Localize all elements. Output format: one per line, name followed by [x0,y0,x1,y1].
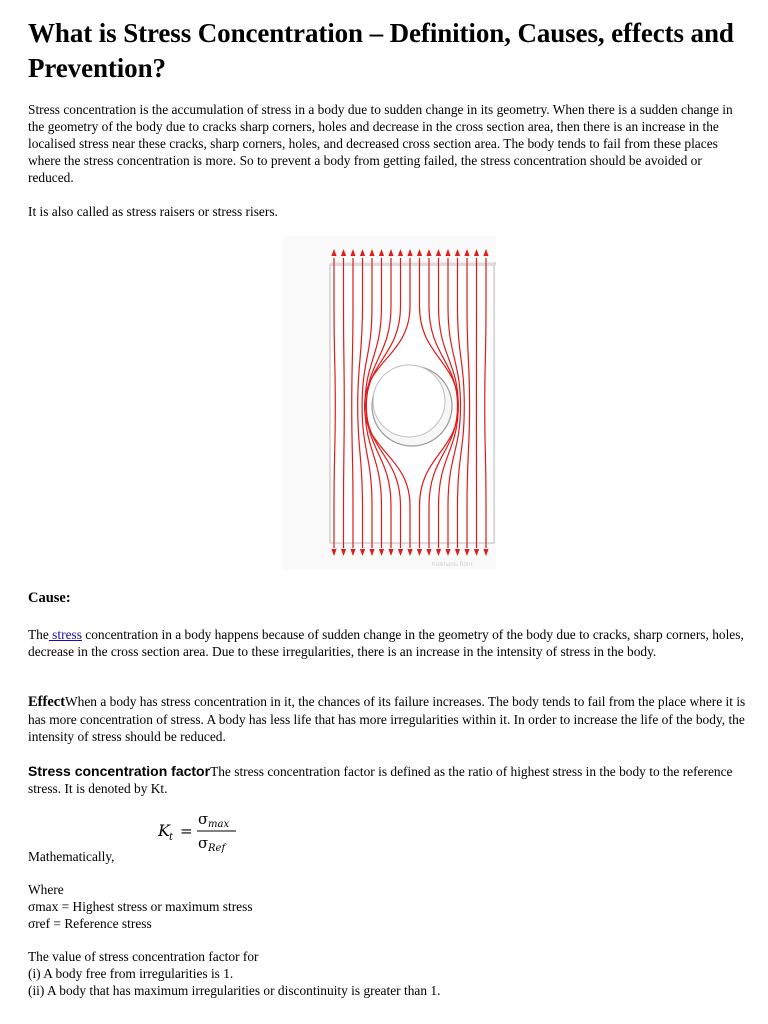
also-called-paragraph: It is also called as stress raisers or stress risers. [28,204,278,219]
intro-paragraph: Stress concentration is the accumulation of stress in a body due to sudden change in its geometry. When there is a sudden change in the geometry of the body due to cracks sharp corners, holes and decrease in the cross section area, then there is an increase in the localised stress near these cracks, sharp corners, holes, and decreased cross section area. The body tends to fail from these places where the stress concentration is more. So to prevent a body from getting failed, the stress concentration should be avoided or reduced. [28,102,733,185]
effect-text: When a body has stress concentration in it, the chances of its failure increases. The body tends to fail from the place where it is has more concentration of stress. A body has less life that has more irregularities within it. In order to increase the life of the body, the intensity of stress should be reduced. [28,694,746,744]
page-title: What is Stress Concentration – Definition, Causes, effects and Prevention? [28,18,734,83]
value-intro: The value of stress concentration factor for [28,949,259,964]
factor-heading: Stress concentration factor [28,763,211,779]
formula-num-sub: max [208,819,230,830]
formula-lhs: K [158,821,170,840]
cause-heading: Cause: [28,590,71,606]
sigma-ref-definition: σref = Reference stress [28,916,152,931]
kt-formula [158,806,278,854]
formula-num: σ [198,810,209,828]
formula-lhs-sub: t [169,832,174,843]
cause-paragraph [28,626,750,660]
where-label: Where [28,882,64,897]
mathematically-label: Mathematically, [28,849,115,864]
value-item-2: (ii) A body that has maximum irregularities or discontinuity is greater than 1. [28,983,441,998]
sigma-max-definition: σmax = Highest stress or maximum stress [28,899,253,914]
formula-equals: = [180,822,193,840]
stress-link[interactable]: stress [48,627,82,642]
definitions-block [28,848,440,999]
cause-prefix: The [28,627,49,642]
plate-top-edge [330,263,496,265]
effect-paragraph [28,693,750,745]
factor-text: The stress concentration factor is defined as the ratio of highest stress in the body to the reference stress. It is denoted by Kt. [28,764,733,796]
hole-inner [373,365,445,437]
stress-flow-diagram [282,236,496,570]
formula-den: σ [198,834,209,852]
effect-heading: Effect [28,694,66,710]
factor-paragraph [28,763,750,797]
cause-text: concentration in a body happens because of sudden change in the geometry of the body due to cracks, sharp corners, holes, decrease in the cross section area. Due to these irregularities, there is an increase in the intensity of stress in the body. [28,627,744,659]
value-item-1: (i) A body free from irregularities is 1. [28,966,234,981]
formula-den-sub: Ref [208,843,226,854]
figure-watermark: Kolkhanis Börrr [432,562,474,568]
